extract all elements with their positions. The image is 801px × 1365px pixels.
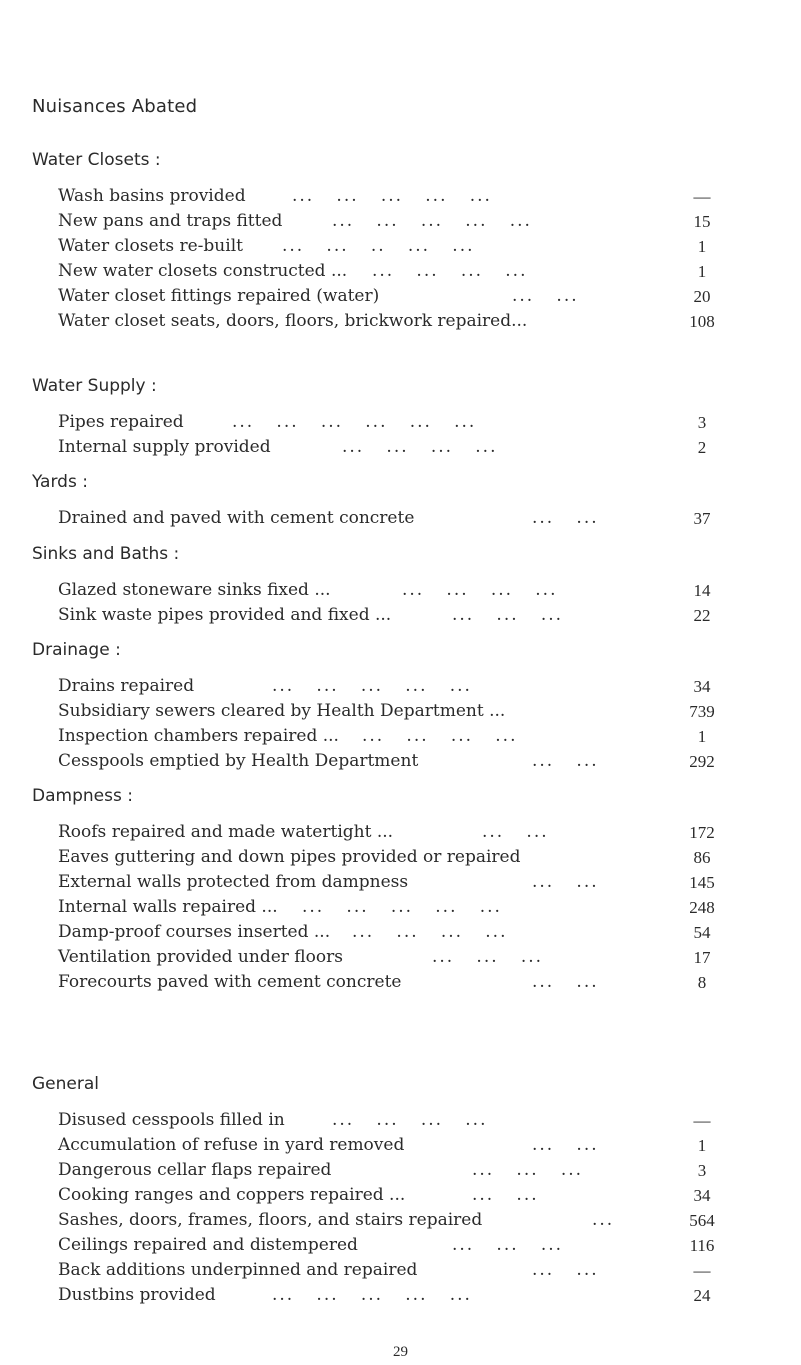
row-label: Inspection chambers repaired ... — [58, 726, 339, 746]
row-label: Subsidiary sewers cleared by Health Department ... — [58, 701, 506, 721]
leader-dots: ... ... ... ... — [332, 1110, 488, 1130]
leader-dots: ... ... ... ... — [402, 580, 558, 600]
row-value: 116 — [689, 1236, 715, 1255]
row-label: Pipes repaired — [58, 412, 184, 432]
row-label: Wash basins provided — [58, 186, 246, 206]
row-label: Drained and paved with cement concrete — [58, 508, 415, 528]
row-label: Glazed stoneware sinks fixed ... — [58, 580, 331, 600]
row-label: Accumulation of refuse in yard removed — [58, 1135, 405, 1155]
row-value: 2 — [697, 438, 707, 457]
table-row — [32, 895, 732, 920]
leader-dots: ... ... ... ... — [352, 922, 508, 942]
row-label: Roofs repaired and made watertight ... — [58, 822, 394, 842]
leader-dots: ... ... ... ... — [362, 726, 518, 746]
table-row — [32, 920, 732, 945]
row-label: Drains repaired — [58, 676, 195, 696]
row-value: — — [693, 1111, 711, 1130]
table-row — [32, 184, 732, 209]
row-value: 20 — [693, 287, 711, 306]
row-value: 17 — [693, 948, 711, 967]
row-label: Cooking ranges and coppers repaired ... — [58, 1185, 406, 1205]
row-label: New water closets constructed ... — [58, 261, 348, 281]
leader-dots: ... ... — [472, 1185, 539, 1205]
leader-dots: ... ... ... ... ... — [302, 897, 502, 917]
table-row — [32, 699, 732, 724]
section-general — [32, 1072, 732, 1308]
table-row — [32, 1258, 732, 1283]
table-row — [32, 1108, 732, 1133]
row-label: Dustbins provided — [58, 1285, 216, 1305]
leader-dots: ... ... ... ... ... ... — [232, 412, 477, 432]
leader-dots: ... ... ... — [452, 605, 564, 625]
section-drainage — [32, 638, 732, 774]
table-row — [32, 1283, 732, 1308]
row-value: 3 — [697, 1161, 707, 1180]
leader-dots: ... ... — [532, 872, 599, 892]
row-value: 24 — [693, 1286, 711, 1305]
row-label: New pans and traps fitted — [58, 211, 283, 231]
section-heading: Yards : — [32, 472, 88, 492]
section-yards — [32, 470, 732, 531]
section-water-supply — [32, 374, 732, 460]
section-heading: Drainage : — [32, 640, 121, 660]
table-row — [32, 820, 732, 845]
leader-dots: ... ... — [532, 751, 599, 771]
row-value: 108 — [689, 312, 715, 331]
table-row — [32, 578, 732, 603]
section-heading: Water Closets : — [32, 150, 161, 170]
table-row — [32, 309, 732, 334]
row-value: 1 — [697, 262, 707, 281]
page-number: 29 — [393, 1344, 408, 1360]
row-value: 172 — [689, 823, 715, 842]
leader-dots: ... ... ... — [432, 947, 544, 967]
table-row — [32, 945, 732, 970]
section-heading: Water Supply : — [32, 376, 157, 396]
leader-dots: ... ... ... ... — [372, 261, 528, 281]
leader-dots: ... ... — [512, 286, 579, 306]
table-row — [32, 870, 732, 895]
leader-dots: ... ... — [482, 822, 549, 842]
leader-dots: ... ... .. ... ... — [282, 236, 475, 256]
row-label: Water closet seats, doors, floors, brickwork repaired... — [58, 311, 528, 331]
row-value: 8 — [697, 973, 707, 992]
row-value: 1 — [697, 727, 707, 746]
row-value: 739 — [689, 702, 715, 721]
table-row — [32, 749, 732, 774]
row-label: Dangerous cellar flaps repaired — [58, 1160, 332, 1180]
table-row — [32, 234, 732, 259]
row-value: 37 — [693, 509, 711, 528]
table-row — [32, 435, 732, 460]
row-label: Disused cesspools filled in — [58, 1110, 285, 1130]
table-row — [32, 970, 732, 995]
table-row — [32, 506, 732, 531]
row-value: 145 — [689, 873, 715, 892]
row-label: Sashes, doors, frames, floors, and stairs repaired — [58, 1210, 483, 1230]
row-value: 564 — [689, 1211, 715, 1230]
page-title: Nuisances Abated — [32, 96, 198, 117]
row-label: Water closets re-built — [58, 236, 243, 256]
section-heading: Dampness : — [32, 786, 133, 806]
leader-dots: ... ... ... — [472, 1160, 584, 1180]
table-row — [32, 1208, 732, 1233]
section-heading: Sinks and Baths : — [32, 544, 180, 564]
row-label: Internal supply provided — [58, 437, 271, 457]
table-row — [32, 1158, 732, 1183]
section-heading: General — [32, 1074, 99, 1094]
table-row — [32, 1183, 732, 1208]
row-label: Cesspools emptied by Health Department — [58, 751, 419, 771]
table-row — [32, 724, 732, 749]
leader-dots: ... — [592, 1210, 615, 1230]
row-label: Internal walls repaired ... — [58, 897, 278, 917]
row-value: 34 — [693, 1186, 711, 1205]
table-row — [32, 410, 732, 435]
leader-dots: ... ... ... ... ... — [272, 676, 472, 696]
row-value: 3 — [697, 413, 707, 432]
row-value: 1 — [697, 1136, 707, 1155]
table-row — [32, 603, 732, 628]
row-label: Forecourts paved with cement concrete — [58, 972, 402, 992]
row-value: 54 — [693, 923, 711, 942]
row-label: Sink waste pipes provided and fixed ... — [58, 605, 392, 625]
leader-dots: ... ... — [532, 1135, 599, 1155]
row-value: 14 — [693, 581, 711, 600]
row-value: 86 — [693, 848, 711, 867]
row-value: 22 — [693, 606, 711, 625]
leader-dots: ... ... — [532, 1260, 599, 1280]
table-row — [32, 1233, 732, 1258]
leader-dots: ... ... ... ... ... — [272, 1285, 472, 1305]
row-value: 1 — [697, 237, 707, 256]
row-label: Eaves guttering and down pipes provided or repaired — [58, 847, 521, 867]
row-label: External walls protected from dampness — [58, 872, 409, 892]
row-label: Ceilings repaired and distempered — [58, 1235, 358, 1255]
leader-dots: ... ... — [532, 508, 599, 528]
row-label: Damp-proof courses inserted ... — [58, 922, 331, 942]
row-label: Water closet fittings repaired (water) — [58, 286, 380, 306]
section-water-closets — [32, 148, 732, 334]
table-row — [32, 1133, 732, 1158]
leader-dots: ... ... ... — [452, 1235, 564, 1255]
row-label: Back additions underpinned and repaired — [58, 1260, 418, 1280]
leader-dots: ... ... ... ... ... — [332, 211, 532, 231]
row-label: Ventilation provided under floors — [58, 947, 343, 967]
table-row — [32, 674, 732, 699]
table-row — [32, 209, 732, 234]
table-row — [32, 259, 732, 284]
section-dampness — [32, 784, 732, 995]
row-value: — — [693, 1261, 711, 1280]
row-value: 15 — [693, 212, 711, 231]
table-row — [32, 284, 732, 309]
section-sinks-and-baths — [32, 542, 732, 628]
row-value: 34 — [693, 677, 711, 696]
leader-dots: ... ... ... ... ... — [292, 186, 492, 206]
leader-dots: ... ... — [532, 972, 599, 992]
row-value: 292 — [689, 752, 715, 771]
row-value: — — [693, 187, 711, 206]
table-row — [32, 845, 732, 870]
row-value: 248 — [689, 898, 715, 917]
leader-dots: ... ... ... ... — [342, 437, 498, 457]
